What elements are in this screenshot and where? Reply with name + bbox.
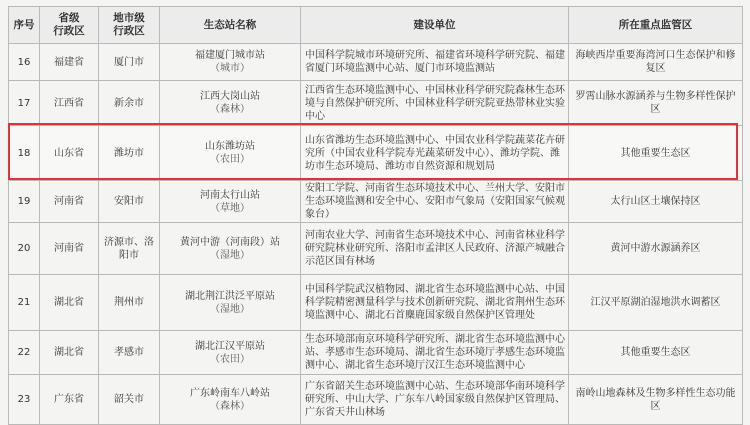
station-type: （湿地） xyxy=(210,249,250,261)
cell-station xyxy=(160,126,301,181)
table-row xyxy=(9,331,743,375)
station-name: 湖北荆江洪泛平原站 xyxy=(185,290,275,302)
cell-province: 福建省 xyxy=(40,44,99,81)
table-row xyxy=(9,223,743,275)
station-type: （湿地） xyxy=(210,303,250,315)
cell-zone: 其他重要生态区 xyxy=(569,126,743,181)
station-type: （草地） xyxy=(210,202,250,214)
cell-station xyxy=(160,44,301,81)
cell-city: 安阳市 xyxy=(99,181,160,223)
cell-zone: 太行山区土壤保持区 xyxy=(569,181,743,223)
cell-city: 新余市 xyxy=(99,81,160,126)
cell-province: 河南省 xyxy=(40,223,99,275)
header-city-line1: 地市级 xyxy=(113,12,145,24)
cell-unit: 山东省潍坊生态环境监测中心、中国农业科学院蔬菜花卉研究所（中国农业科学院寿光蔬菜研发中心）、潍坊学院、潍坊市生态环境局、潍坊市自然资源和规划局 xyxy=(301,126,569,181)
cell-zone: 南岭山地森林及生物多样性生态功能区 xyxy=(569,375,743,425)
cell-unit: 安阳工学院、河南省生态环境技术中心、兰州大学、安阳市生态环境监测和安全中心、安阳市气象局（安阳国家气候观象台） xyxy=(301,181,569,223)
table-row xyxy=(9,44,743,81)
cell-province: 河南省 xyxy=(40,181,99,223)
cell-province: 山东省 xyxy=(40,126,99,181)
cell-station xyxy=(160,81,301,126)
ecological-station-table xyxy=(8,6,743,425)
station-type: （农田） xyxy=(210,154,250,165)
cell-unit: 中国科学院城市环境研究所、福建省环境科学研究院、福建省厦门环境监测中心站、厦门市环境监测站 xyxy=(301,44,569,81)
station-name: 河南太行山站 xyxy=(200,189,260,201)
table-header-row xyxy=(9,7,743,44)
table-row xyxy=(9,181,743,223)
cell-no: 22 xyxy=(9,331,40,375)
header-no: 序号 xyxy=(9,7,40,44)
station-name: 江西大岗山站 xyxy=(200,91,260,102)
table-row xyxy=(9,375,743,425)
station-name: 湖北江汉平原站 xyxy=(195,340,265,352)
header-unit: 建设单位 xyxy=(301,7,569,44)
cell-zone: 江汉平原湖泊湿地洪水调蓄区 xyxy=(569,275,743,331)
table-row xyxy=(9,275,743,331)
cell-unit: 中国科学院武汉植物园、湖北省生态环境监测中心站、中国科学院精密测量科学与技术创新研究院、湖北省荆州生态环境监测中心、湖北石首麋鹿国家级自然保护区管理处 xyxy=(301,275,569,331)
station-name: 黄河中游（河南段）站 xyxy=(180,236,280,248)
cell-no: 20 xyxy=(9,223,40,275)
cell-station xyxy=(160,275,301,331)
cell-no: 21 xyxy=(9,275,40,331)
cell-unit: 广东省韶关生态环境监测中心站、生态环境部华南环境科学研究所、中山大学、广东车八岭国家级自然保护区管理局、广东省天井山林场 xyxy=(301,375,569,425)
cell-city: 济源市、洛阳市 xyxy=(99,223,160,275)
cell-province: 江西省 xyxy=(40,81,99,126)
cell-station xyxy=(160,223,301,275)
header-province-line1: 省级 xyxy=(58,12,80,24)
cell-no: 19 xyxy=(9,181,40,223)
header-province-line2: 行政区 xyxy=(53,25,85,37)
cell-no: 16 xyxy=(9,44,40,81)
station-table-wrapper xyxy=(8,6,742,425)
cell-city: 潍坊市 xyxy=(99,126,160,181)
cell-station xyxy=(160,375,301,425)
table-row xyxy=(9,81,743,126)
cell-province: 广东省 xyxy=(40,375,99,425)
cell-unit: 生态环境部南京环境科学研究所、湖北省生态环境监测中心站、孝感市生态环境局、湖北省生态环境厅孝感生态环境监测中心、湖北省生态环境厅汉江生态环境监测中心 xyxy=(301,331,569,375)
station-name: 福建厦门城市站 xyxy=(195,50,265,61)
header-city xyxy=(99,7,160,44)
cell-station xyxy=(160,331,301,375)
cell-no: 17 xyxy=(9,81,40,126)
cell-no: 18 xyxy=(9,126,40,181)
cell-province: 湖北省 xyxy=(40,275,99,331)
header-zone: 所在重点监管区 xyxy=(569,7,743,44)
cell-unit: 江西省生态环境监测中心、中国林业科学研究院森林生态环境与自然保护研究所、中国林业科学研究院亚热带林业实验中心 xyxy=(301,81,569,126)
cell-no: 23 xyxy=(9,375,40,425)
station-type: （城市） xyxy=(210,63,250,74)
cell-province: 湖北省 xyxy=(40,331,99,375)
cell-station xyxy=(160,181,301,223)
header-province xyxy=(40,7,99,44)
cell-zone: 海峡西岸重要海湾河口生态保护和修复区 xyxy=(569,44,743,81)
station-type: （森林） xyxy=(210,104,250,115)
header-city-line2: 行政区 xyxy=(113,25,145,37)
station-type: （农田） xyxy=(210,353,250,365)
cell-zone: 黄河中游水源涵养区 xyxy=(569,223,743,275)
cell-unit: 河南农业大学、河南省生态环境技术中心、河南省林业科学研究院林业研究所、洛阳市孟津区人民政府、济源产城融合示范区国有林场 xyxy=(301,223,569,275)
table-row-highlighted xyxy=(9,126,743,181)
station-name: 广东岭南车八岭站 xyxy=(190,387,270,399)
cell-city: 荆州市 xyxy=(99,275,160,331)
station-type: （森林） xyxy=(210,400,250,412)
cell-city: 厦门市 xyxy=(99,44,160,81)
cell-city: 韶关市 xyxy=(99,375,160,425)
station-name: 山东潍坊站 xyxy=(205,141,255,152)
cell-zone: 其他重要生态区 xyxy=(569,331,743,375)
cell-city: 孝感市 xyxy=(99,331,160,375)
cell-zone: 罗霄山脉水源涵养与生物多样性保护区 xyxy=(569,81,743,126)
header-station: 生态站名称 xyxy=(160,7,301,44)
